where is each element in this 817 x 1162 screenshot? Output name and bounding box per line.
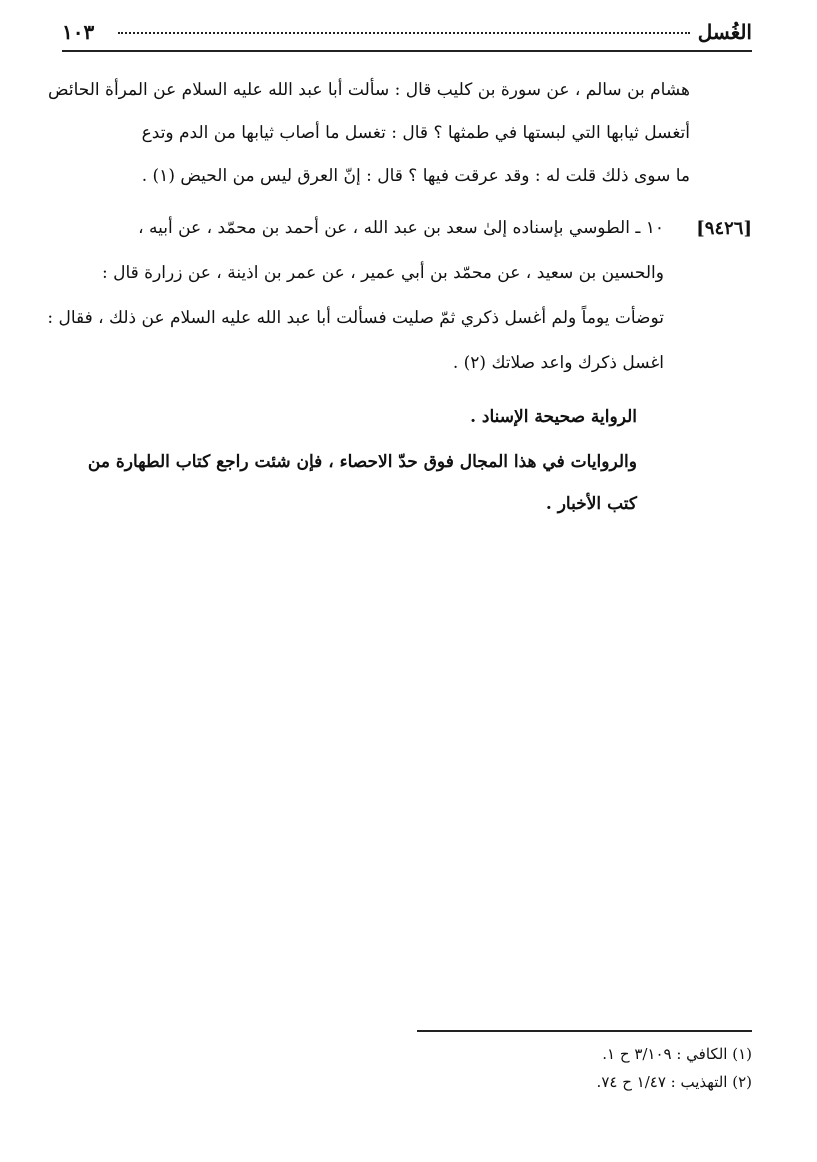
footnote-separator [417,1030,752,1032]
isnad-note: الرواية صحيحة الإسناد . [470,407,637,427]
text-line: والروايات في هذا المجال فوق حدّ الاحصاء ، فإن شئت راجع كتاب الطهارة من [87,452,637,472]
hadith-reference-number: [٩٤٢٦] [696,218,752,239]
text-line: ١٠ ـ الطوسي بإسناده إلىٰ سعد بن عبد الله ، عن أحمد بن محمّد ، عن أبيه ، [138,218,664,238]
footnotes [597,1045,752,1101]
hadith-paragraph-continued [48,80,690,205]
chapter-title: الغُسل [697,20,752,44]
header-dot-leader [118,32,690,34]
text-line: ما سوى ذلك قلت له : وقد عرقت فيها ؟ قال : إنّ العرق ليس من الحيض (١) . [141,166,690,186]
footnote-2: (٢) التهذيب : ١/٤٧ ح ٧٤. [596,1073,752,1091]
text-line: توضأت يوماً ولم أغسل ذكري ثمّ صليت فسألت أبا عبد الله عليه السلام عن ذلك ، فقال : [47,308,664,328]
running-header [62,20,752,52]
text-line: اغسل ذكرك واعد صلاتك (٢) . [452,353,664,373]
footnote-1: (١) الكافي : ٣/١٠٩ ح ١. [602,1045,752,1063]
text-line: هشام بن سالم ، عن سورة بن كليب قال : سألت أبا عبد الله عليه السلام عن المرأة الحائض [48,80,690,100]
page-number: ١٠٣ [62,20,95,44]
text-line: كتب الأخبار . [545,494,637,514]
text-line: أتغسل ثيابها التي لبستها في طمثها ؟ قال : تغسل ما أصاب ثيابها من الدم وتدع [141,123,690,143]
header-rule [62,50,752,52]
hadith-paragraph [47,218,752,388]
text-line: والحسين بن سعيد ، عن محمّد بن أبي عمير ، عن عمر بن اذينة ، عن زرارة قال : [101,263,664,283]
